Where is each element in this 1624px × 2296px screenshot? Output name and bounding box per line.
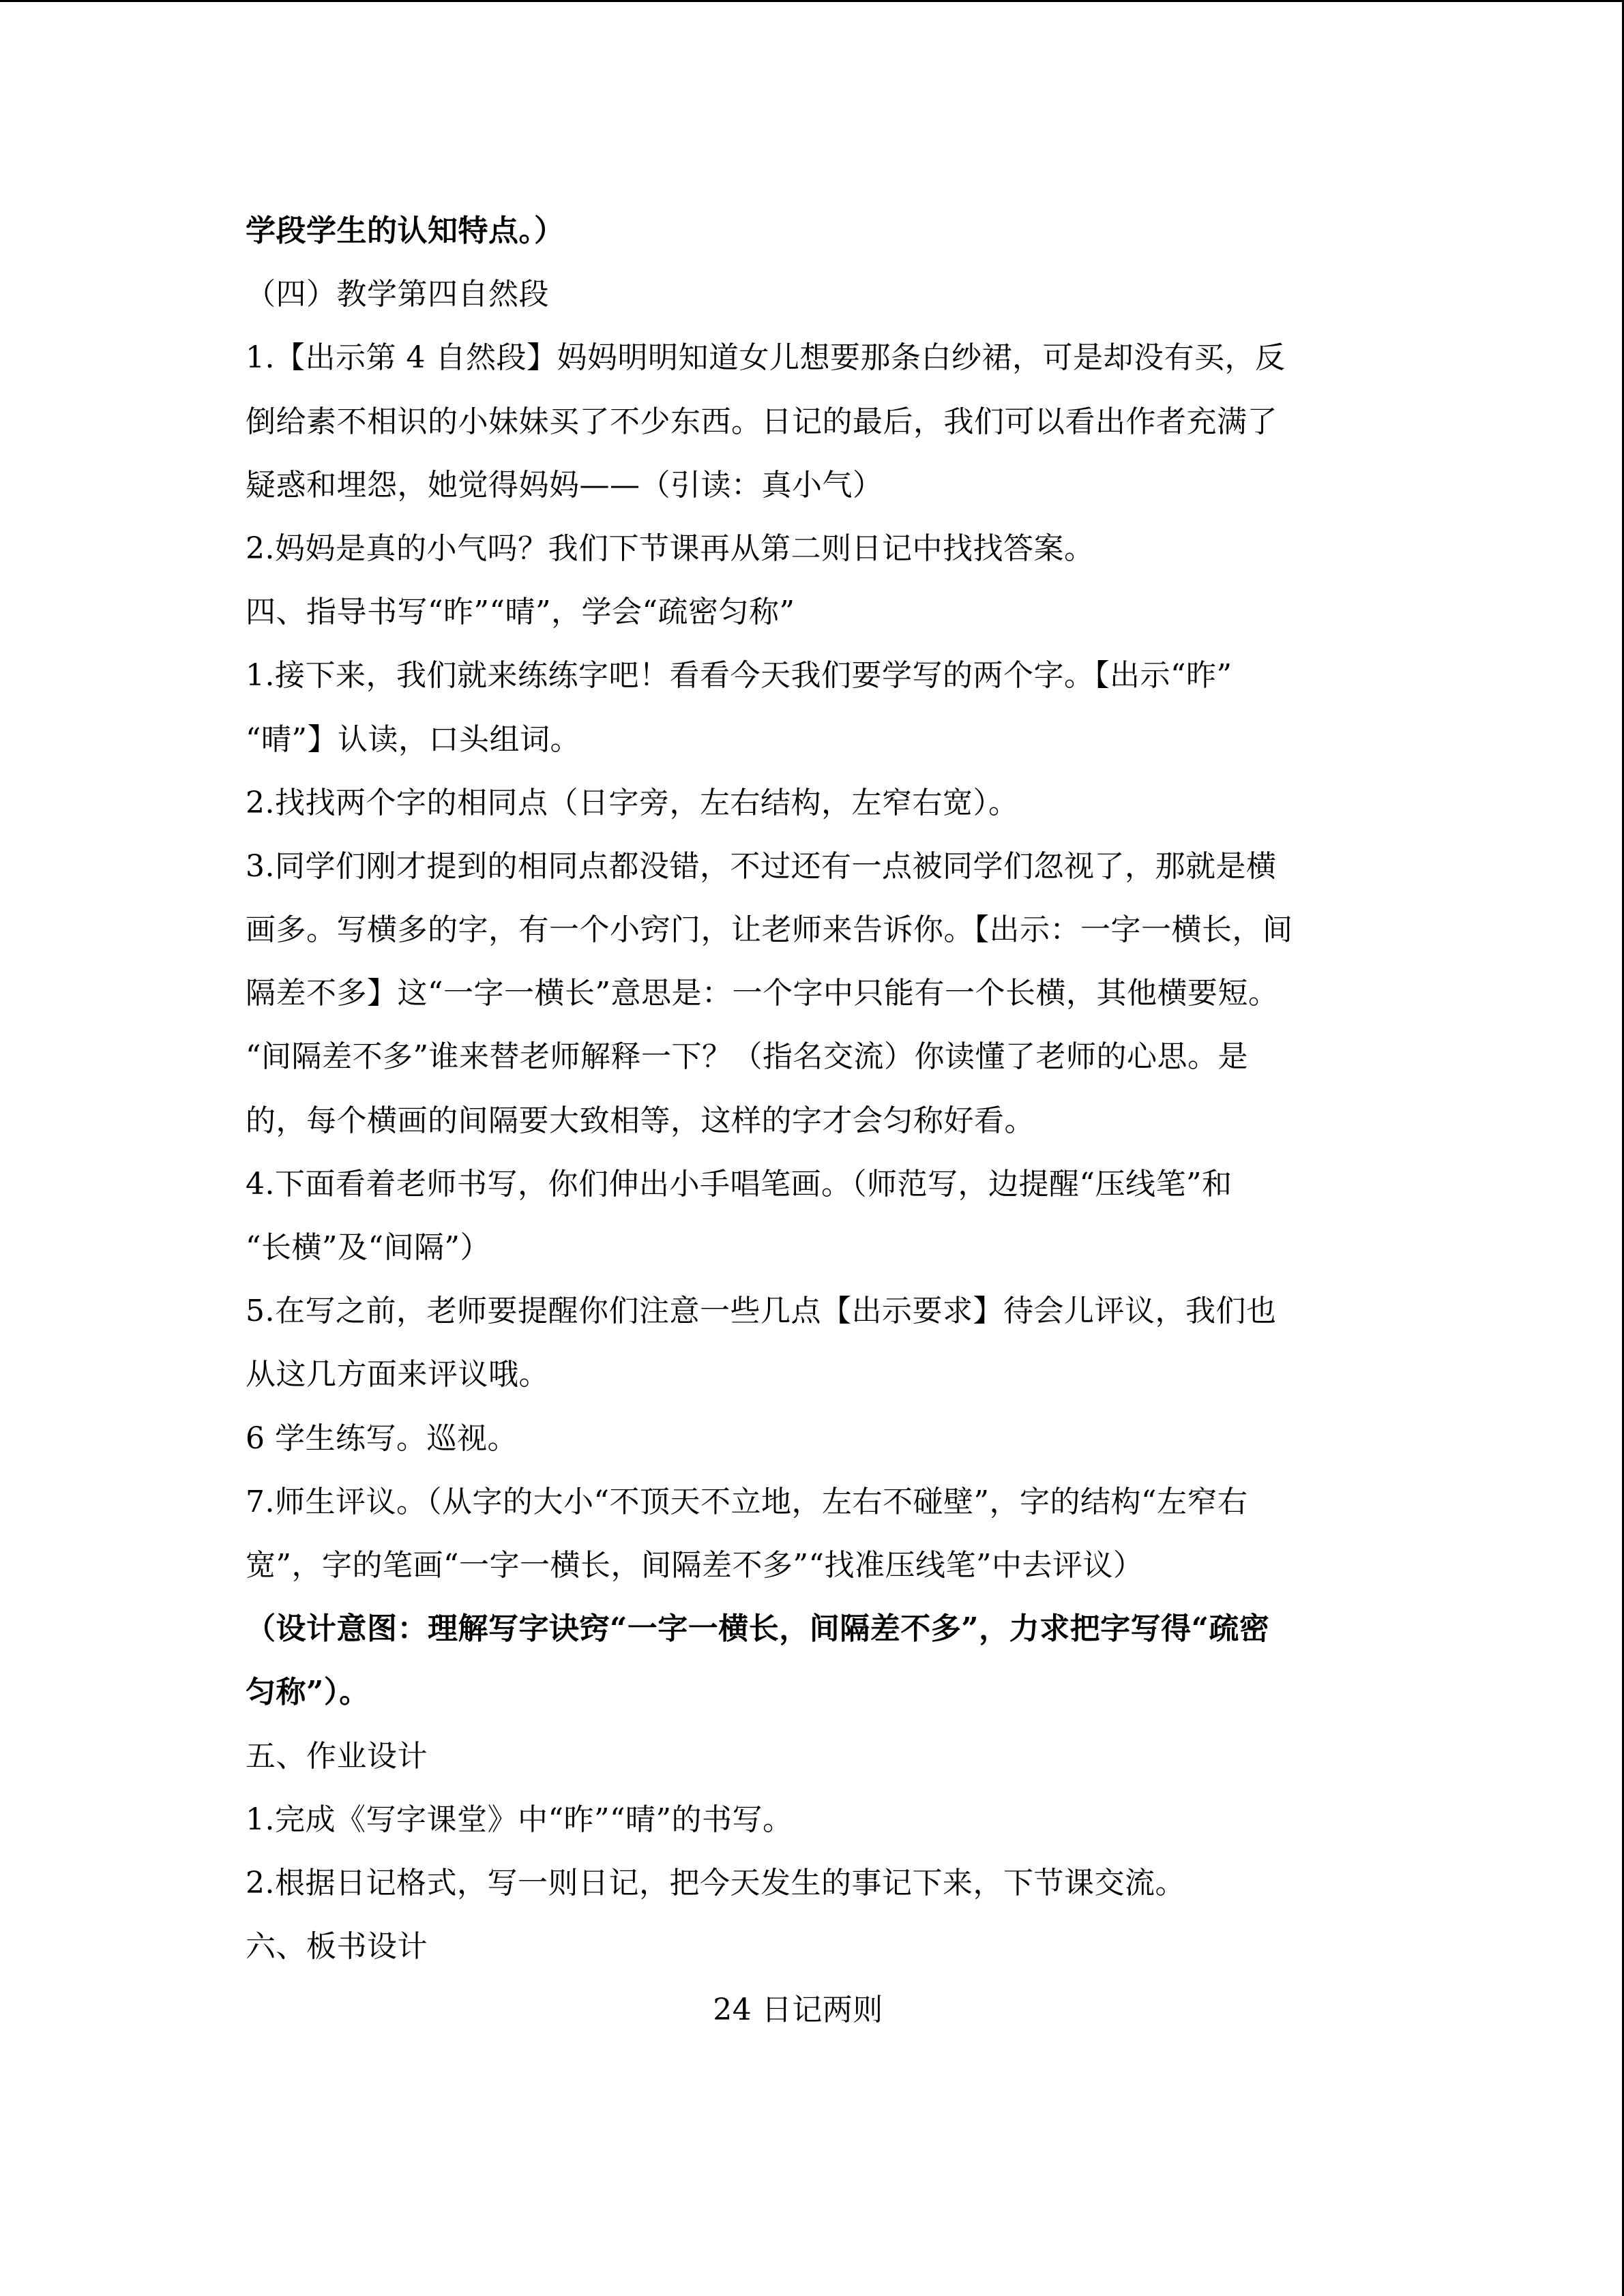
section-heading: 四、指导书写“昨”“晴”，学会“疏密匀称” <box>246 595 795 630</box>
board-title: 24 日记两则 <box>713 1993 883 2028</box>
text-line: 4.下面看着老师书写，你们伸出小手唱笔画。（师范写，边提醒“压线笔”和 <box>246 1166 1232 1202</box>
text-line: 学段学生的认知特点。） <box>246 213 565 248</box>
text-line: 7.师生评议。（从字的大小“不顶天不立地，左右不碰壁”，字的结构“左窄右 <box>246 1484 1248 1519</box>
text-line: “长横”及“间隔”） <box>246 1230 490 1265</box>
text-line: 1.完成《写字课堂》中“昨”“晴”的书写。 <box>246 1802 793 1837</box>
design-intent-line: 匀称”）。 <box>246 1675 370 1710</box>
section-heading: 六、板书设计 <box>246 1929 428 1965</box>
text-line: 隔差不多】这“一字一横长”意思是：一个字中只能有一个长横，其他横要短。 <box>246 976 1279 1011</box>
text-line: 从这几方面来评议哦。 <box>246 1357 549 1392</box>
text-line: 画多。写横多的字，有一个小窍门，让老师来告诉你。【出示：一字一横长，间 <box>246 912 1293 948</box>
section-heading: （四）教学第四自然段 <box>246 277 549 312</box>
text-line: 疑惑和埋怨，她觉得妈妈——（引读：真小气） <box>246 467 883 503</box>
page-border-top <box>0 0 1624 2</box>
text-line: 6 学生练写。巡视。 <box>246 1420 518 1456</box>
text-line: 2.找找两个字的相同点（日字旁，左右结构，左窄右宽）。 <box>246 785 1019 820</box>
text-line: 5.在写之前，老师要提醒你们注意一些几点【出示要求】待会儿评议，我们也 <box>246 1294 1277 1329</box>
text-line: 2.妈妈是真的小气吗？我们下节课再从第二则日记中找找答案。 <box>246 531 1095 566</box>
text-line: 1.接下来，我们就来练练字吧！看看今天我们要学写的两个字。【出示“昨” <box>246 658 1232 694</box>
text-line: 3.同学们刚才提到的相同点都没错，不过还有一点被同学们忽视了，那就是横 <box>246 848 1277 884</box>
text-line: 1.【出示第 4 自然段】妈妈明明知道女儿想要那条白纱裙，可是却没有买，反 <box>246 340 1286 376</box>
text-line: 2.根据日记格式，写一则日记，把今天发生的事记下来，下节课交流。 <box>246 1865 1185 1900</box>
document-body <box>246 199 1378 2042</box>
text-line: “晴”】认读，口头组词。 <box>246 721 580 757</box>
text-line: 的，每个横画的间隔要大致相等，这样的字才会匀称好看。 <box>246 1103 1035 1138</box>
text-line: 宽”，字的笔画“一字一横长，间隔差不多”“找准压线笔”中去评议） <box>246 1547 1144 1583</box>
text-line: 倒给素不相识的小妹妹买了不少东西。日记的最后，我们可以看出作者充满了 <box>246 404 1278 439</box>
design-intent-line: （设计意图：理解写字诀窍“一字一横长，间隔差不多”，力求把字写得“疏密 <box>246 1611 1270 1647</box>
text-line: “间隔差不多”谁来替老师解释一下？（指名交流）你读懂了老师的心思。是 <box>246 1039 1248 1075</box>
section-heading: 五、作业设计 <box>246 1738 428 1774</box>
